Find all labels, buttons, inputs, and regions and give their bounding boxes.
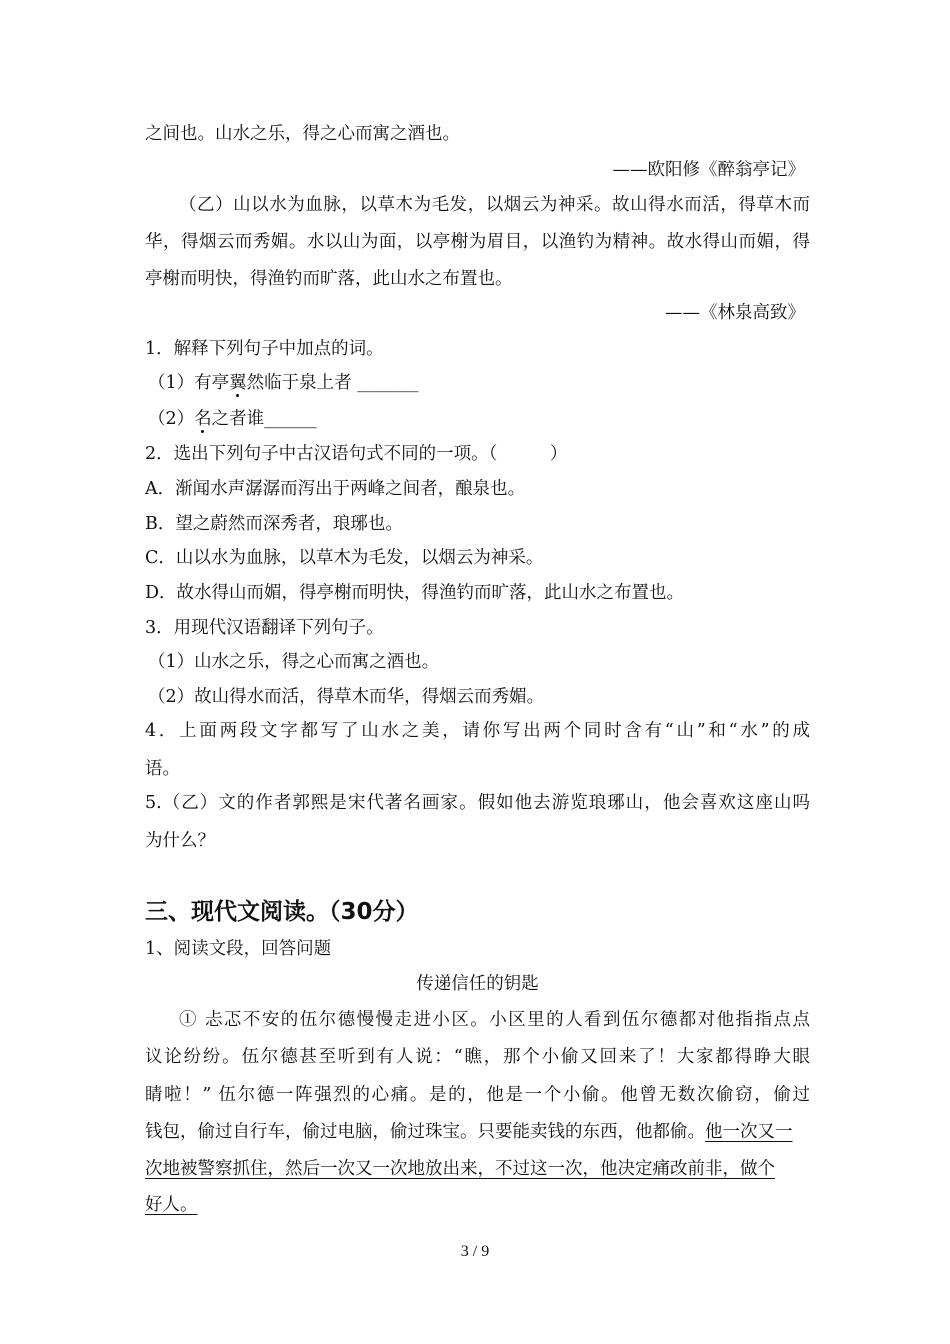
question-1-sentence-1 — [148, 371, 813, 395]
question-3-stem: 3．用现代汉语翻译下列句子。 — [145, 618, 384, 638]
passage-p1-line-3: 睛啦！” 伍尔德一阵强烈的心痛。是的，他是一个小偷。他曾无数次偷窃，偷过 — [145, 1085, 810, 1105]
excerpt-yi-line-3: 亭榭而明快，得渔钓而旷落，此山水之布置也。 — [145, 269, 513, 289]
excerpt-yi-source: ——《林泉高致》 — [665, 303, 805, 323]
question-5-line-2: 为什么？ — [145, 831, 215, 851]
question-3-sentence-2: （2）故山得水而活，得草木而华，得烟云而秀媚。 — [148, 687, 545, 707]
question-1-sentence-2 — [148, 407, 813, 431]
q1-s1-dotted-word: 翼 — [229, 373, 247, 393]
section-3-heading: 三、现代文阅读。（30分） — [145, 899, 419, 925]
passage-p1-line-6 — [145, 1193, 810, 1217]
excerpt-yi-line-1: （乙）山以水为血脉，以草木为毛发，以烟云为神采。故山得水而活，得草木而 — [179, 195, 810, 215]
passage-p1-line-4 — [145, 1120, 810, 1144]
passage-title: 传递信任的钥匙 — [416, 974, 539, 994]
excerpt-jia-source: ——欧阳修《醉翁亭记》 — [612, 160, 805, 180]
question-2-option-d: D．故水得山而媚，得亭榭而明快，得渔钓而旷落，此山水之布置也。 — [145, 583, 685, 603]
passage-p1-line-2: 议论纷纷。伍尔德甚至听到有人说：“瞧，那个小偷又回来了！大家都得睁大眼 — [145, 1047, 810, 1067]
q1-s2-pre: （2） — [148, 409, 195, 429]
q1-s1-post: 然临于泉上者 _______ — [246, 373, 419, 393]
excerpt-jia-end: 之间也。山水之乐，得之心而寓之酒也。 — [145, 124, 460, 144]
excerpt-yi-line-2: 华，得烟云而秀媚。水以山为面，以亭榭为眉目，以渔钓为精神。故水得山而媚，得 — [145, 232, 810, 252]
q1-s2-post: 之者谁______ — [211, 409, 317, 429]
question-3-sentence-1: （1）山水之乐，得之心而寓之酒也。 — [148, 652, 440, 672]
passage-p1-line-4-plain: 钱包，偷过自行车，偷过电脑，偷过珠宝。只要能卖钱的东西，他都偷。 — [145, 1122, 705, 1142]
question-2-option-c: C．山以水为血脉，以草木为毛发，以烟云为神采。 — [145, 548, 544, 568]
q1-s1-pre: （1）有亭 — [148, 373, 230, 393]
question-2-option-b: B．望之蔚然而深秀者，琅琊也。 — [145, 514, 403, 534]
question-1-stem: 1．解释下列句子中加点的词。 — [145, 339, 384, 359]
q1-s2-dotted-word: 名 — [194, 409, 212, 429]
question-2-option-a: A．渐闻水声潺潺而泻出于两峰之间者，酿泉也。 — [145, 479, 526, 499]
page-number: 3 / 9 — [460, 1243, 490, 1260]
passage-underlined-sentence-start: 他一次又一 — [705, 1122, 793, 1142]
section-3-subheading: 1、阅读文段，回答问题 — [145, 939, 332, 959]
passage-underlined-sentence-end: 好人。 — [145, 1195, 198, 1215]
question-5-line-1: 5.（乙）文的作者郭熙是宋代著名画家。假如他去游览琅琊山，他会喜欢这座山吗 — [145, 793, 810, 813]
question-4-line-2: 语。 — [145, 759, 180, 779]
question-4-line-1: 4．上面两段文字都写了山水之美，请你写出两个同时含有“山”和“水”的成 — [145, 721, 810, 741]
passage-underlined-sentence-mid: 次地被警察抓住，然后一次又一次地放出来，不过这一次，他决定痛改前非，做个 — [145, 1159, 775, 1179]
passage-p1-line-1: ① 忐忑不安的伍尔德慢慢走进小区。小区里的人看到伍尔德都对他指指点点 — [179, 1010, 810, 1030]
passage-p1-line-5 — [145, 1157, 810, 1181]
question-2-stem: 2．选出下列句子中古汉语句式不同的一项。（ ） — [145, 444, 568, 464]
